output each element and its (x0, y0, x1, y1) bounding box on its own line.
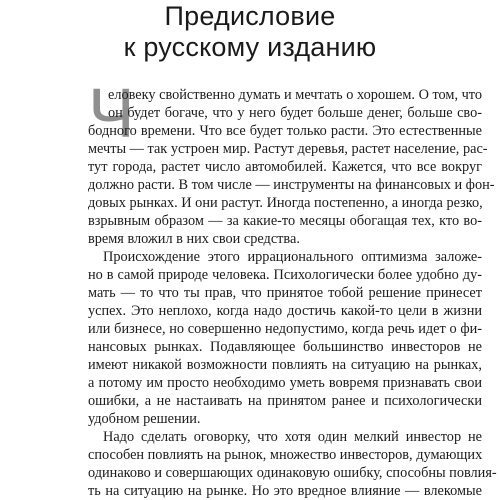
text-line: Надо сделать оговорку, что хотя один мелкий инвестор не (103, 429, 482, 445)
text-line: ть на ситуацию на рынке. Но это вредное влияние — влекомые (88, 483, 482, 499)
chapter-title-line-2: к русскому изданию (123, 32, 377, 62)
text-line: или бизнесе, но совершенно недопустимо, когда речь идет о фи- (88, 321, 482, 337)
text-line: а потому им просто необходимо уметь вовремя признавать свои (88, 375, 482, 391)
text-line: успех. Это неплохо, когда надо достичь какой-то цели в жизни (88, 303, 482, 319)
text-line: еловеку свойственно думать и мечтать о хорошем. О том, что (108, 87, 482, 103)
text-line: взрывным образом — за какие-то месяцы обогащая тех, кто во- (88, 213, 482, 229)
text-line: бодного времени. Что все будет только расти. Это естественные (88, 123, 482, 139)
text-line: но в самой природе человека. Психологически более удобно ду- (88, 267, 482, 283)
text-line: одинаково и совершающих одинаковую ошибку, способны повлия- (88, 465, 497, 481)
text-line: имеют никакой возможности повлиять на ситуацию на рынках, (88, 357, 482, 373)
text-line: довых рынках. И они растут. Иногда постепенно, а иногда резко, (88, 195, 483, 211)
text-line: ошибки, а не настаивать на принятом ранее и психологически (88, 393, 482, 409)
text-line: мать — то что ты прав, что принятое тобой решение принесет (88, 285, 482, 301)
text-line: мечты — так устроен мир. Растут деревья, растет население, рас- (88, 141, 488, 157)
text-line: нансовых рынках. Подавляющее большинство инвесторов не (88, 339, 482, 355)
text-line: способен повлиять на рынок, множество инвесторов, думающих (88, 447, 483, 463)
text-line: должно расти. В том числе — инструменты на финансовых и фон- (88, 177, 495, 193)
text-line: тут города, растет число автомобилей. Кажется, что все вокруг (88, 159, 482, 175)
drop-cap-letter: Ч (88, 74, 135, 152)
text-line: время вложил в них свои средства. (88, 231, 300, 247)
text-line: Происхождение этого иррационального оптимизма заложе- (103, 249, 482, 265)
chapter-title-line-1: Предисловие (164, 1, 336, 31)
text-line: удобном решении. (88, 411, 201, 427)
text-line: он будет богаче, что у него будет больше денег, больше сво- (108, 105, 482, 121)
